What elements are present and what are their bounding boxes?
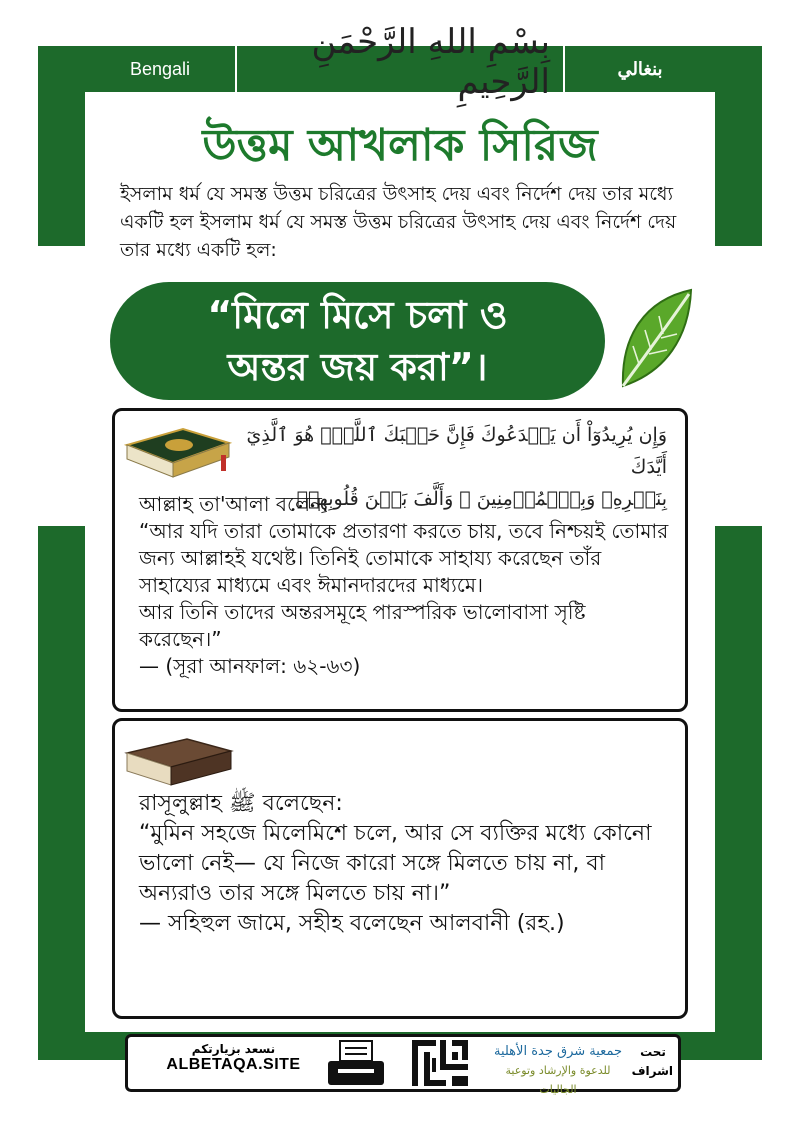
series-title: উত্তম আখলাক সিরিজ: [202, 120, 598, 171]
topic-line-1: “মিলে মিসে চলা ও: [207, 293, 508, 337]
organization-logo: [488, 1042, 628, 1099]
quran-arabic-line-1: وَإِن يُرِيدُوٓاْ أَن يَخۡدَعُوكَ فَإِنَّ حَسۡبَكَ ٱللَّهُۚ هُوَ ٱلَّذِيٓ أَيَّدَكَ: [246, 424, 667, 478]
hadith-book-icon: [123, 735, 235, 791]
organization-name: جمعية شرق جدة الأهلية: [493, 1044, 622, 1059]
site-block[interactable]: [146, 1042, 321, 1074]
organization-subtitle: للدعوة والإرشاد وتوعية الجاليات: [505, 1064, 611, 1096]
supervision-line-2: اشراف: [631, 1064, 673, 1078]
quran-book-icon: [121, 423, 233, 483]
quran-quote-1: “আর যদি তারা তোমাকে প্রতারণা করতে চায়, তবে নিশ্চয়ই তোমার জন্য আল্লাহই যথেষ্ট। তিনিই তোমাকে সাহায্য করেছেন তাঁর সাহায্যের মাধ্যমে এবং ঈমানদারদের মাধ্যমে।: [139, 519, 669, 597]
basmala-calligraphy: بِسْمِ اللهِ الرَّحْمَنِ الرَّحِيمِ: [311, 22, 550, 102]
topic-line-2: অন্তর জয় করা”।: [227, 345, 488, 389]
supervision-line-1: تحت: [640, 1045, 666, 1059]
site-link[interactable]: ALBETAQA.SITE: [166, 1056, 301, 1073]
hadith-reference: — সহিহুল জামে, সহীহ বলেছেন আলবানী (রহ.): [139, 911, 565, 936]
quran-quote-2: আর তিনি তাদের অন্তরসমূহে পারস্পরিক ভালোবাসা সৃষ্টি করেছেন।”: [139, 600, 586, 651]
hadith-intro: রাসূলুল্লাহ ﷺ বলেছেন:: [139, 791, 343, 816]
hadith-text: [139, 789, 671, 939]
leaf-icon: [615, 286, 695, 390]
quran-arabic-line-2: بِنَصۡرِهِۦ وَبِٱلۡمُؤۡمِنِينَ ۞ وَأَلَّفَ بَيۡنَ قُلُوبِهِمۡ: [296, 488, 667, 510]
quran-reference: — (সূরা আনফাল: ৬২-৬৩): [139, 654, 361, 678]
printer-icon[interactable]: [326, 1039, 386, 1087]
quran-intro: আল্লাহ তা'আলা বলেন:: [139, 492, 329, 516]
footer-bar: [125, 1034, 681, 1096]
language-label-arabic: بنغالي: [563, 46, 715, 92]
intro-paragraph: ইসলাম ধর্ম যে সমস্ত উত্তম চরিত্রের উৎসাহ দেয় এবং নির্দেশ দেয় তার মধ্যে একটি হল ইসলাম ধর্ম যে সমস্ত উত্তম চরিত্রের উৎসাহ দেয় এবং নির্দেশ দেয় তার মধ্যে একটি হল:: [120, 183, 677, 261]
qr-code-icon: [410, 1038, 470, 1088]
quran-card: [112, 408, 688, 712]
quran-translation: [139, 491, 671, 680]
visit-text: نسعد بزيارتكم: [191, 1042, 276, 1056]
supervision-label: [633, 1043, 673, 1081]
topic-banner: [110, 282, 605, 400]
hadith-card: [112, 718, 688, 1019]
hadith-quote: “মুমিন সহজে মিলেমিশে চলে, আর সে ব্যক্তির মধ্যে কোনো ভালো নেই— যে নিজে কারো সঙ্গে মিলতে চায় না, বা অন্যরাও তার সঙ্গে মিলতে চায় না।”: [139, 821, 652, 906]
language-label-english: Bengali: [85, 46, 237, 92]
